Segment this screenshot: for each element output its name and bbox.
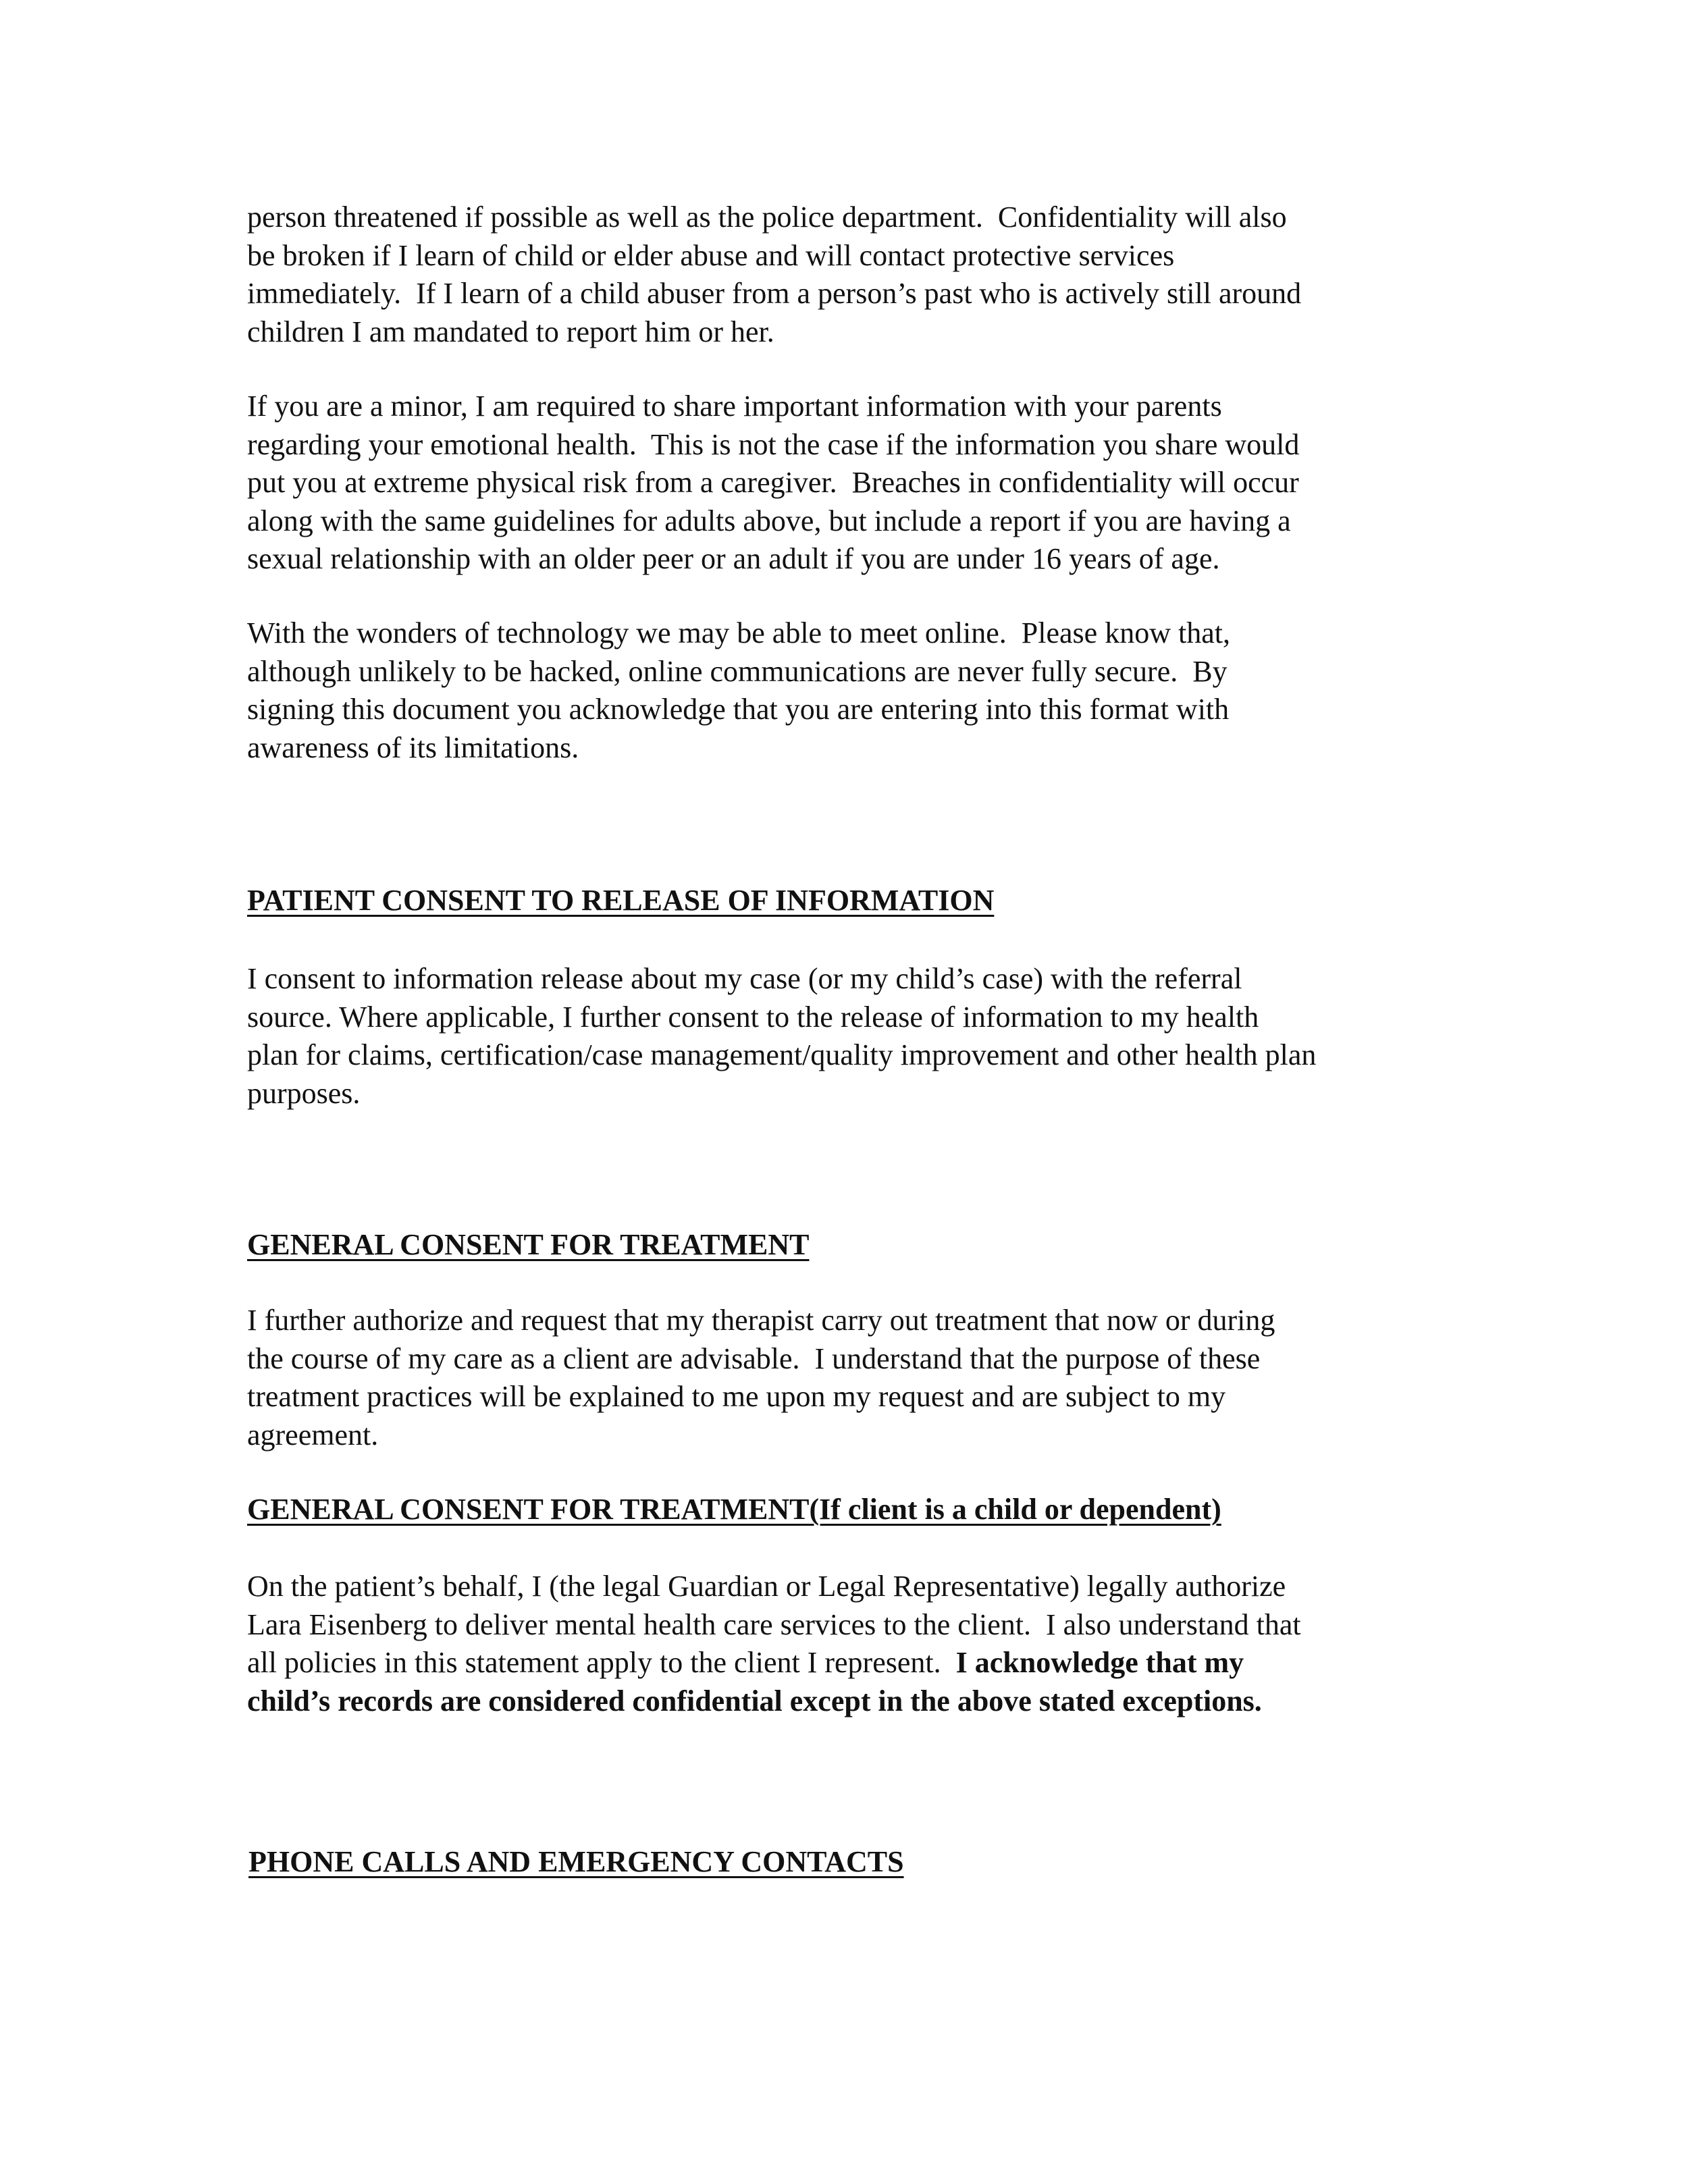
heading-phone-calls-emergency: PHONE CALLS AND EMERGENCY CONTACTS	[248, 1845, 904, 1878]
paragraph-minors: If you are a minor, I am required to share important information with your parents regarding your emotional health. This is not the case if the information you share would put you at extreme physical risk from a caregiver. Breaches in confidentiality will occur along with the same guidelines for adults above, but include a report if you are having a sexual relationship with an older peer or an adult if you are under 16 years of age.	[247, 390, 1300, 575]
paragraph-confidentiality-breaks: person threatened if possible as well as the police department. Confidentiality will also be broken if I learn of child or elder abuse and will contact protective services immediately. If I learn of a child abuser from a person’s past who is actively still around children I am mandated to report him or her.	[247, 201, 1302, 348]
paragraph-online-sessions: With the wonders of technology we may be able to meet online. Please know that, although unlikely to be hacked, online communications are never fully secure. By signing this document you acknowledge that you are entering into this format with awareness of its limitations.	[247, 616, 1230, 764]
paragraph-general-consent: I further authorize and request that my therapist carry out treatment that now or during the course of my care as a client are advisable. I understand that the purpose of these treatment practices will be explained to me upon my request and are subject to my agreement.	[247, 1304, 1275, 1451]
paragraph-consent-child-regular-text: On the patient’s behalf, I (the legal Guardian or Legal Representative) legally authorize Lara Eisenberg to deliver mental health care services to the client. I also understand that all policies in this statement apply to the client I represent.	[247, 1570, 1301, 1679]
heading-consent-child-dependent: GENERAL CONSENT FOR TREATMENT(If client is a child or dependent)	[247, 1493, 1221, 1526]
paragraph-release-of-information: I consent to information release about my case (or my child’s case) with the referral source. Where applicable, I further consent to the release of information to my health plan for claims, certification/case management/quality improvement and other health plan purposes.	[247, 962, 1317, 1110]
paragraph-consent-child-dependent	[247, 1568, 1462, 1720]
heading-general-consent: GENERAL CONSENT FOR TREATMENT	[247, 1228, 810, 1261]
paragraph-consent-child-bold-text: I acknowledge that my child’s records are considered confidential except in the above stated exceptions.	[247, 1646, 1262, 1717]
heading-release-of-information: PATIENT CONSENT TO RELEASE OF INFORMATION	[247, 884, 995, 917]
